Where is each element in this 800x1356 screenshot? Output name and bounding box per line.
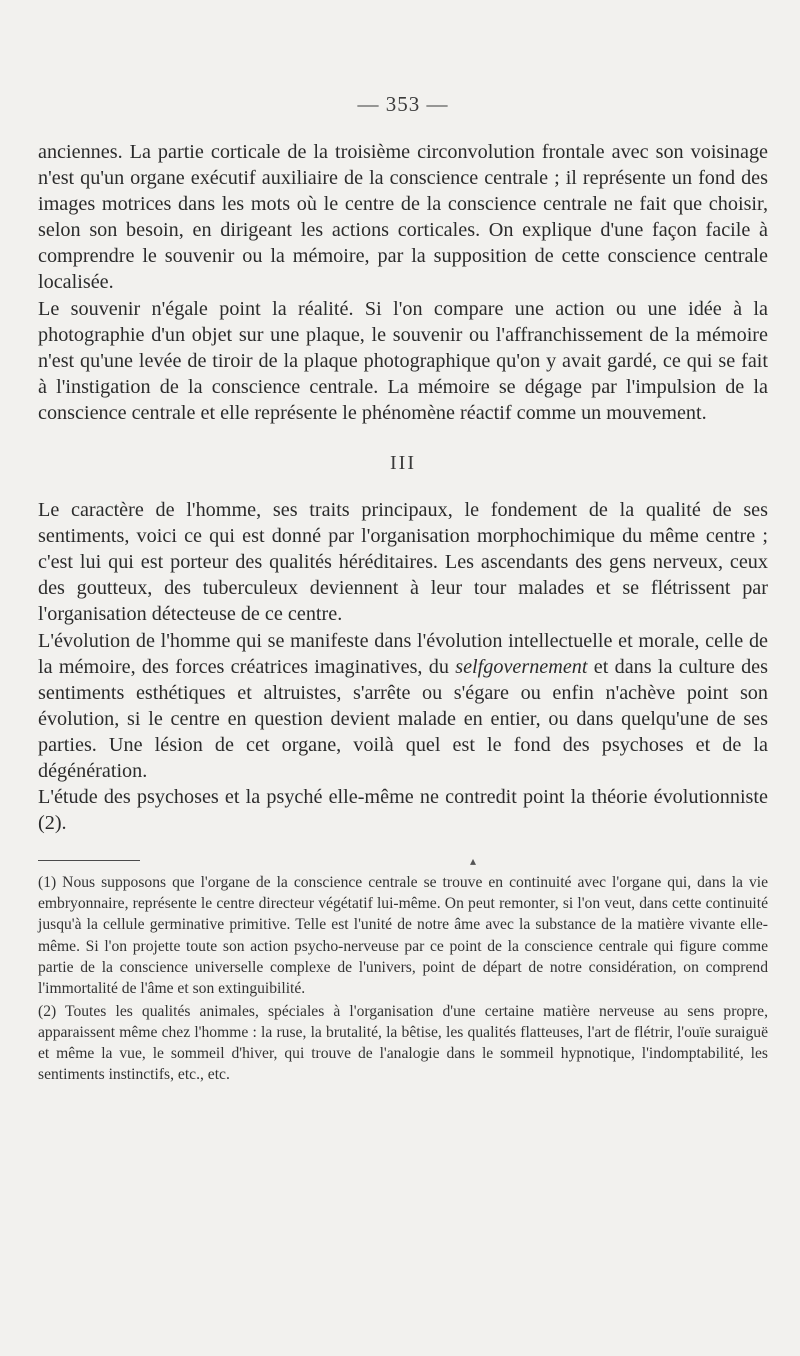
paragraph-2: Le souvenir n'égale point la réalité. Si l'on compare une action ou une idée à la photographie d'un objet sur une plaque, le souvenir ou l'affranchissement de la mémoire n'est qu'une levée de tiroir de la plaque photographique qu'on y avait gardé, ce qui se fait à l'instigation de la conscience centrale. La mémoire se dégage par l'impulsion de la conscience centrale et elle représente le phénomène réactif comme un mouvement.: [38, 297, 768, 424]
paragraph-3: Le caractère de l'homme, ses traits principaux, le fondement de la qualité de ses sentiments, voici ce qui est donné par l'organisation morphochimique du même centre ; c'est lui qui est porteur des qualités héréditaires. Les ascendants des gens nerveux, ceux des goutteux, des tuberculeux deviennent à leur tour malades et se flétrissent par l'organisation détecteuse de ce centre.: [38, 499, 768, 626]
paragraph-4: [38, 628, 768, 785]
main-text: [38, 139, 768, 836]
print-speck: ▴: [470, 854, 477, 869]
page-number: — 353 —: [357, 92, 449, 116]
footnotes: [38, 872, 768, 1085]
paragraph-5: L'étude des psychoses et la psyché elle-même ne contredit point la théorie évolutionniste (2).: [38, 786, 768, 835]
footnote-2: (2) Toutes les qualités animales, spéciales à l'organisation d'une certaine matière nerveuse au sens propre, apparaissent même chez l'homme : la ruse, la brutalité, la bêtise, les qualités flatteuses, l'art de flétrir, l'ouïe suraiguë et même la vue, le sommeil d'hiver, qui trouve de l'analogie dans le sommeil hypnotique, l'indomptabilité, les sentiments instinctifs, etc., etc.: [38, 1002, 768, 1084]
footnote-separator: [38, 850, 768, 872]
book-page: [38, 92, 768, 1085]
section-heading: III: [390, 452, 416, 475]
footnote-rule: [38, 860, 140, 861]
paragraph-4-end: et dans la culture des sentiments esthétiques et altruistes, s'arrête ou s'égare ou enfin n'achève point son évolution, si le centre en question devient malade en entier, ou dans quelqu'une de ses parties. Une lésion de cet organe, voilà quel est le fond des psychoses et de la dégénération.: [38, 655, 768, 782]
paragraph-4-italic-term: selfgovernement: [455, 655, 588, 678]
footnote-1: (1) Nous supposons que l'organe de la conscience centrale se trouve en continuité avec l'organe qui, dans la vie embryonnaire, représente le centre directeur végétatif lui-même. On peut remonter, si l'on veut, dans cette continuité jusqu'à la cellule germinative primitive. Telle est l'unité de notre âme avec la substance de la matière vivante elle-même. Si l'on projette toute son action psycho-nerveuse par ce point de la conscience centrale qui figure comme partie de la conscience universelle complexe de l'univers, point de départ de notre considération, on comprend l'immortalité de l'âme et son extinguibilité.: [38, 874, 768, 997]
paragraph-4-start: L'évolution de l'homme qui se manifeste dans l'évolution intellectuelle et morale, celle de la mémoire, des forces créatrices imaginatives, du: [38, 629, 768, 678]
paragraph-1: anciennes. La partie corticale de la troisième circonvolution frontale avec son voisinage n'est qu'un organe exécutif auxiliaire de la conscience centrale ; il représente un fond des images motrices dans les mots où le centre de la conscience centrale ne fait que choisir, selon son besoin, en dirigeant les actions corticales. On explique d'une façon facile à comprendre le souvenir ou la mémoire, par la supposition de cette conscience centrale localisée.: [38, 141, 768, 294]
